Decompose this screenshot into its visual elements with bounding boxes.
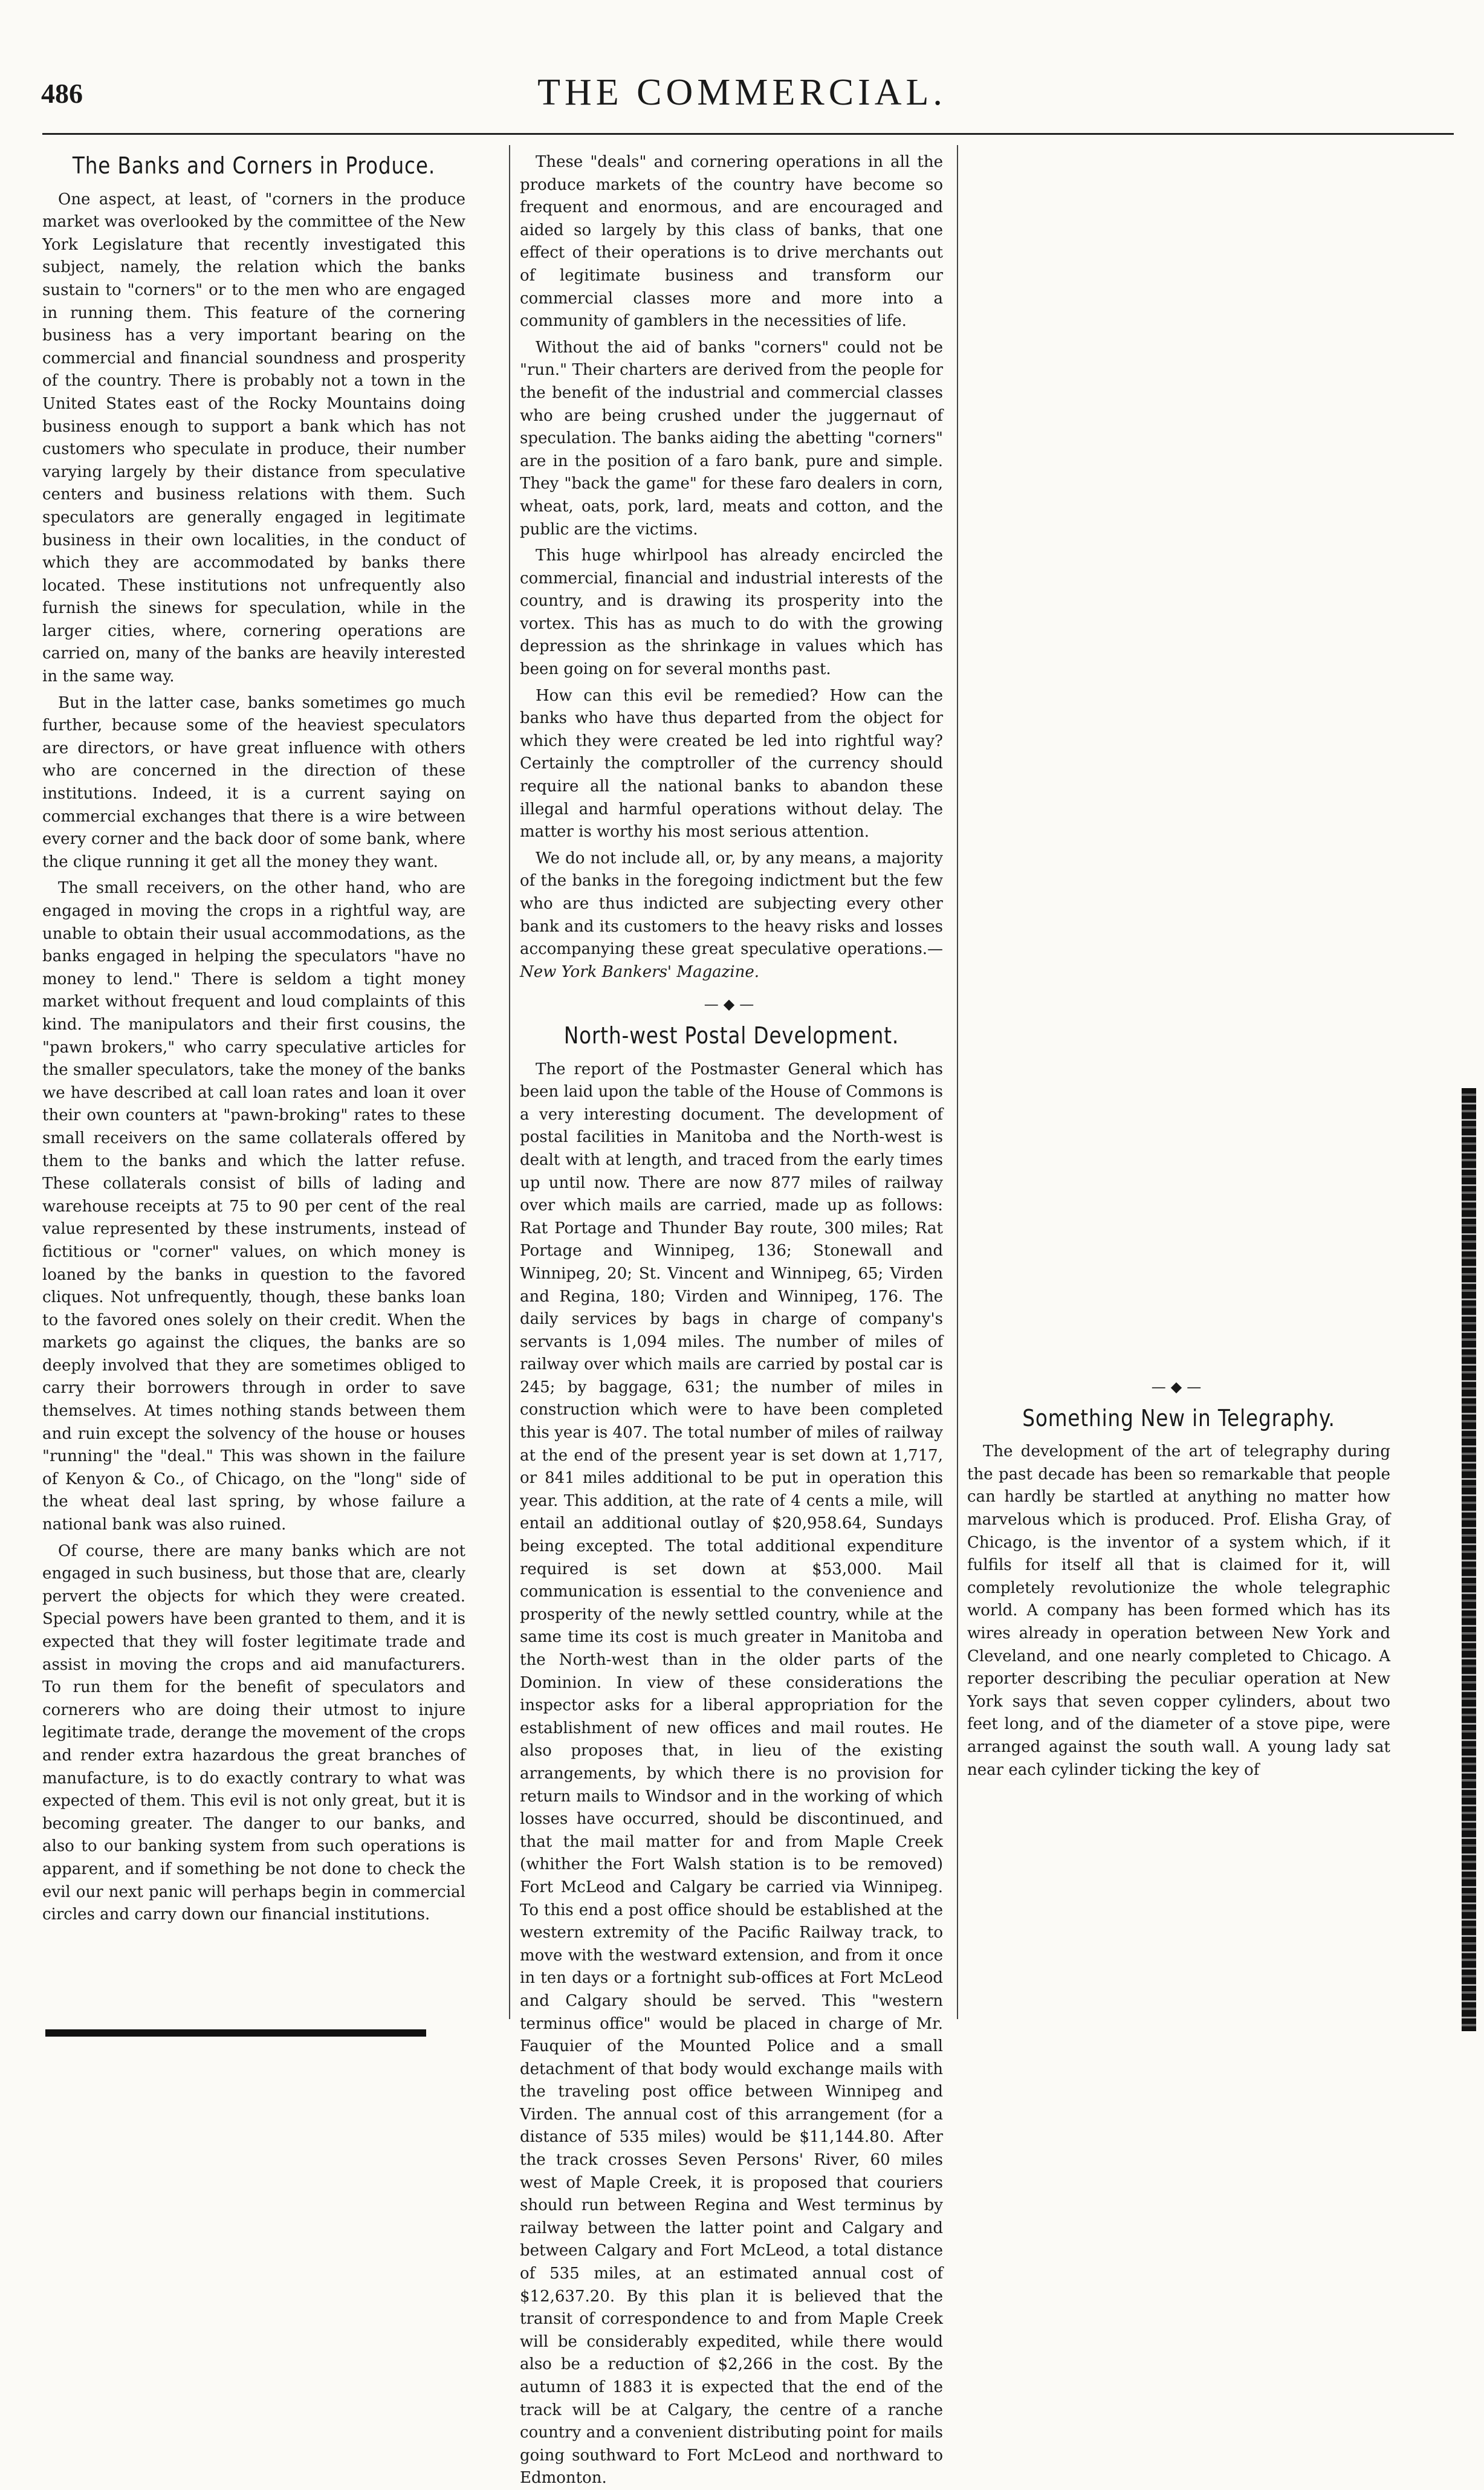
paragraph: Of course, there are many banks which are not engaged in such business, but those that are, clearly pervert the objects for which they were created. Special powers have been granted to them, and it is expected that they will foster legitimate trade and assist in moving the crops and aid manufacturers. To run them for the benefit of speculators and cornerers who are doing their utmost to injure legitimate trade, derange the movement of the crops and render extra hazardous the great branches of manufacture, is to do exactly contrary to what was expected of them. This evil is not only great, but it is becoming greater. The danger to our banks, and also to our banking system from such operations is apparent, and if something be not done to check the evil our next panic will perhaps begin in commercial circles and carry down our financial institutions.	[42, 1542, 465, 1924]
article-heading: North-west Postal Development.	[563, 1022, 899, 1049]
section-divider: —◆—	[1151, 1378, 1207, 1395]
paragraph: We do not include all, or, by any means, a majority of the banks in the foregoing indictment but the few who are thus indicted are subjecting every other bank and its customers to the heavy risks and losses accompanying these great speculative operations.—New York Bankers' Magazine.	[520, 849, 943, 981]
column-3	[967, 151, 1390, 2005]
section-divider: —◆—	[704, 996, 759, 1013]
paragraph: How can this evil be remedied? How can the banks who have thus departed from the object for which they were created be led into rightful way? Certainly the comptroller of the currency should require all the national banks to abandon these illegal and harmful operations without delay. The matter is worthy his most serious attention.	[520, 686, 943, 841]
article-heading: Something New in Telegraphy.	[1022, 1404, 1335, 1431]
page-number: 486	[41, 78, 83, 109]
bottom-bar	[45, 2029, 426, 2037]
article-heading: The Banks and Corners in Produce.	[72, 152, 436, 179]
column-rule	[509, 145, 510, 2019]
article-source: New York Bankers' Magazine.	[520, 962, 760, 981]
header-rule	[42, 133, 1454, 135]
paragraph: The small receivers, on the other hand, who are engaged in moving the crops in a rightful way, are unable to obtain their usual accommodations, as the banks engaged in helping the speculators "have no money to lend." There is seldom a tight money market without frequent and loud complaints of this kind. The manipulators and their first cousins, the "pawn brokers," who carry speculative articles for the smaller speculators, take the money of the banks we have described at call loan rates and loan it over their own counters at "pawn-broking" rates to these small receivers on the same collaterals offered by them to the banks and which the latter refuse. These collaterals consist of bills of lading and warehouse receipts at 75 to 90 per cent of the real value represented by these instruments, instead of fictitious or "corner" values, on which money is loaned by the banks in question to the favored cliques. Not unfrequently, though, these banks loan to the favored ones solely on their credit. When the markets go against the cliques, the banks are so deeply involved that they are sometimes obliged to carry their borrowers through in order to save themselves. At times nothing stands between them and ruin except the solvency of the house or houses "running" the "deal." This was shown in the failure of Kenyon & Co., of Chicago, on the "long" side of the wheat deal last spring, by whose failure a national bank was also ruined.	[42, 879, 465, 1534]
paragraph: But in the latter case, banks sometimes go much further, because some of the heaviest speculators are directors, or have great influence with others who are concerned in the direction of these institutions. Indeed, it is a current saying on commercial exchanges that there is a wire between every corner and the back door of some bank, where the clique running it get all the money they want.	[42, 693, 465, 871]
paragraph: The development of the art of telegraphy during the past decade has been so remarkable that people can hardly be startled at anything no matter how marvelous which is produced. Prof. Elisha Gray, of Chicago, is the inventor of a system which, if it fulfils for itself all that is claimed for it, will completely revolutionize the whole telegraphic world. A company has been formed which has its wires already in operation between New York and Cleveland, and one nearly completed to Chicago. A reporter describing the peculiar operation at New York says that seven copper cylinders, about two feet long, and of the diameter of a stove pipe, were arranged against the south wall. A young lady sat near each cylinder ticking the key of	[967, 1442, 1390, 1779]
masthead: THE COMMERCIAL.	[537, 72, 947, 113]
column-2	[520, 151, 943, 2488]
paragraph: These "deals" and cornering operations in all the produce markets of the country have become so frequent and enormous, and are encouraged and aided so largely by this class of banks, that one effect of their operations is to drive merchants out of legitimate business and transform our commercial classes more and more into a community of gamblers in the necessities of life.	[520, 153, 943, 331]
edge-strip	[1462, 1088, 1476, 2031]
paragraph: This huge whirlpool has already encircled the commercial, financial and industrial interests of the country, and is drawing its prosperity into the vortex. This has as much to do with the growing depression as the shrinkage in values which has been going on for several months past.	[520, 546, 943, 679]
column-1	[42, 151, 465, 2005]
column-rule	[957, 145, 958, 2019]
paragraph: Without the aid of banks "corners" could not be "run." Their charters are derived from the people for the benefit of the industrial and commercial classes who are being crushed under the juggernaut of speculation. The banks aiding the abetting "corners" are in the position of a faro bank, pure and simple. They "back the game" for these faro dealers in corn, wheat, oats, pork, lard, meats and cotton, and the public are the victims.	[520, 338, 943, 539]
paragraph-text: We do not include all, or, by any means, a majority of the banks in the foregoing indictment but the few who are thus indicted are subjecting every other bank and its customers to the heavy risks and losses accompanying these great speculative operations.	[520, 849, 943, 959]
paragraph: The report of the Postmaster General which has been laid upon the table of the House of Commons is a very interesting document. The development of postal facilities in Manitoba and the North-west is dealt with at length, and traced from the early times up until now. There are now 877 miles of railway over which mails are carried, made up as follows: Rat Portage and Thunder Bay route, 300 miles; Rat Portage and Winnipeg, 136; Stonewall and Winnipeg, 20; St. Vincent and Winnipeg, 65; Virden and Regina, 180; Virden and Winnipeg, 176. The daily services by bags in charge of company's servants is 1,094 miles. The number of miles of railway over which mails are carried by postal car is 245; by baggage, 631; the number of miles in construction which were to have been completed this year is 407. The total number of miles of railway at the end of the present year is set down at 1,717, or 841 miles additional to be put in operation this year. This addition, at the rate of 4 cents a mile, will entail an additional outlay of $20,958.64, Sundays being excepted. The total additional expenditure required is set down at $53,000. Mail communication is essential to the convenience and prosperity of the newly settled country, while at the same time its cost is much greater in Manitoba and the North-west than in the older parts of the Dominion. In view of these considerations the inspector asks for a liberal appropriation for the establishment of new offices and mail routes. He also proposes that, in lieu of the existing arrangements, by which there is no provision for return mails to Windsor and in the working of which losses have occurred, should be discontinued, and that the mail matter for and from Maple Creek (whither the Fort Walsh station is to be removed) Fort McLeod and Calgary be carried via Winnipeg. To this end a post office should be established at the western extremity of the Pacific Railway track, to move with the westward extension, and from it once in ten days or a fortnight sub-offices at Fort McLeod and Calgary should be served. This "western terminus office" would be placed in charge of Mr. Fauquier of the Mounted Police and a small detachment of that body would exchange mails with the traveling post office between Winnipeg and Virden. The annual cost of this arrangement (for a distance of 535 miles) would be $11,144.80. After the track crosses Seven Persons' River, 60 miles west of Maple Creek, it is proposed that couriers should run between Regina and West terminus by railway between the latter point and Calgary and between Calgary and Fort McLeod, a total distance of 535 miles, at an estimated annual cost of $12,637.20. By this plan it is believed that the transit of correspondence to and from Maple Creek will be considerably expedited, while there would also be a reduction of $2,266 in the cost. By the autumn of 1883 it is expected that the end of the track will be at Calgary, the centre of a ranche country and a convenient distributing point for mails going southward to Fort McLeod and northward to Edmonton.	[520, 1060, 943, 2488]
paragraph: One aspect, at least, of "corners in the produce market was overlooked by the committee of the New York Legislature that recently investigated this subject, namely, the relation which the banks sustain to "corners" or to the men who are engaged in running them. This feature of the cornering business has a very important bearing on the commercial and financial soundness and prosperity of the country. There is probably not a town in the United States east of the Rocky Mountains doing business enough to support a bank which has not customers who speculate in produce, their number varying largely by their distance from speculative centers and business relations with them. Such speculators are generally engaged in legitimate business in their own localities, in the conduct of which they are accommodated by banks there located. These institutions not unfrequently also furnish the sinews for speculation, while in the larger cities, where, cornering operations are carried on, many of the banks are heavily interested in the same way.	[42, 190, 465, 686]
continued-text-space	[967, 151, 1390, 1366]
